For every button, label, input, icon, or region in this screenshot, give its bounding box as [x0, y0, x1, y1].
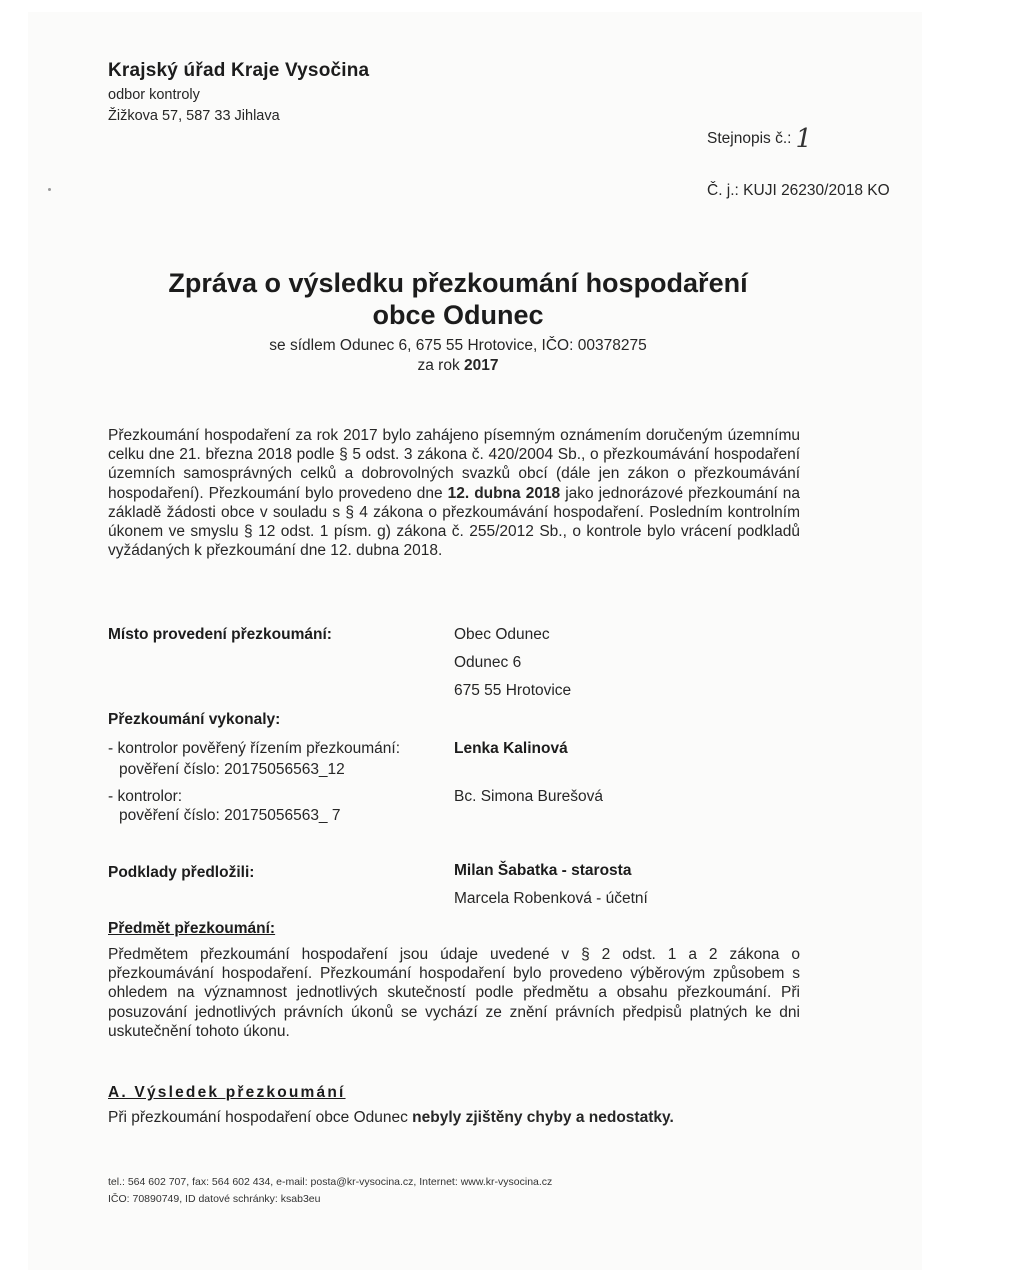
- result-bold: nebyly zjištěny chyby a nedostatky.: [412, 1109, 674, 1126]
- intro-paragraph: [108, 426, 800, 560]
- copy-number-value: 1: [795, 124, 812, 154]
- second-controller-authorization: pověření číslo: 20175056563_ 7: [119, 807, 341, 824]
- office-name: Krajský úřad Kraje Vysočina: [108, 60, 370, 81]
- intro-text-1: Přezkoumání hospodaření za rok 2017 bylo zahájeno písemným oznámením doručeným územnímu celku dne 21. března 2018 podle § 5 odst. 3 zákona č. 420/2004 Sb., o přezkoumávání hospodaření územních samosprávných celků a dobrovolných svazků obcí (dále jen zákon o přezkoumávání hospodaření). Přezkoumání bylo provedeno dne: [108, 427, 800, 502]
- result-heading: A. Výsledek přezkoumání: [108, 1084, 346, 1101]
- report-title: Zpráva o výsledku přezkoumání hospodaření: [168, 268, 748, 298]
- municipality-seat: se sídlem Odunec 6, 675 55 Hrotovice, IČO: 00378275: [269, 337, 647, 354]
- place-label: Místo provedení přezkoumání:: [108, 626, 332, 643]
- department-name: odbor kontroly: [108, 87, 200, 103]
- office-address: Žižkova 57, 587 33 Jihlava: [108, 108, 280, 124]
- footer-contact: tel.: 564 602 707, fax: 564 602 434, e-mail: posta@kr-vysocina.cz, Internet: www.kr-vysocina.cz: [108, 1176, 553, 1188]
- report-subject: obce Odunec: [372, 300, 544, 330]
- documents-label: Podklady předložili:: [108, 864, 255, 881]
- documents-person-2: Marcela Robenková - účetní: [454, 890, 648, 907]
- result-text: Při přezkoumání hospodaření obce Odunec: [108, 1109, 408, 1126]
- lead-controller-name: Lenka Kalinová: [454, 740, 568, 757]
- place-line-1: Obec Odunec: [454, 626, 550, 643]
- subject-paragraph: Předmětem přezkoumání hospodaření jsou údaje uvedené v § 2 odst. 1 a 2 zákona o přezkoumávání hospodaření. Přezkoumání hospodaření bylo provedeno výběrovým způsobem s ohledem na významnost jednotlivých skutečností podle předmětu a obsahu přezkoumání. Při posuzování jednotlivých právních úkonů se vychází ze znění právních předpisů platných ke dni uskutečnění tohoto úkonu.: [108, 946, 800, 1040]
- copy-number-label: Stejnopis č.:: [707, 130, 792, 147]
- lead-controller-authorization: pověření číslo: 20175056563_12: [119, 761, 345, 778]
- reference-number: Č. j.: KUJI 26230/2018 KO: [707, 182, 890, 199]
- performed-label: Přezkoumání vykonaly:: [108, 711, 281, 728]
- copy-number: [707, 124, 812, 154]
- place-line-3: 675 55 Hrotovice: [454, 682, 572, 699]
- intro-text-2: jako jednorázové přezkoumání na základě žádosti obce v souladu s § 4 zákona o přezkoumávání hospodaření. Posledním kontrolním úkonem ve smyslu § 12 odst. 1 písm. g) zákona č. 255/2012 Sb., o kontrole bylo vrácení podkladů vyžádaných k přezkoumání dne 12. dubna 2018.: [108, 484, 800, 560]
- report-year: [108, 357, 808, 375]
- result-statement: [108, 1109, 674, 1127]
- second-controller-role: - kontrolor:: [108, 788, 183, 805]
- scan-speck: [48, 188, 51, 191]
- place-line-2: Odunec 6: [454, 654, 522, 671]
- report-year-prefix: za rok: [417, 357, 460, 374]
- documents-person-1: Milan Šabatka - starosta: [454, 862, 632, 879]
- intro-date: 12. dubna 2018: [447, 484, 561, 502]
- subject-heading: Předmět přezkoumání:: [108, 920, 276, 937]
- report-year-value: 2017: [464, 357, 499, 374]
- second-controller-name: Bc. Simona Burešová: [454, 788, 604, 805]
- footer-ids: IČO: 70890749, ID datové schránky: ksab3eu: [108, 1193, 321, 1205]
- lead-controller-role: - kontrolor pověřený řízením přezkoumání:: [108, 740, 401, 757]
